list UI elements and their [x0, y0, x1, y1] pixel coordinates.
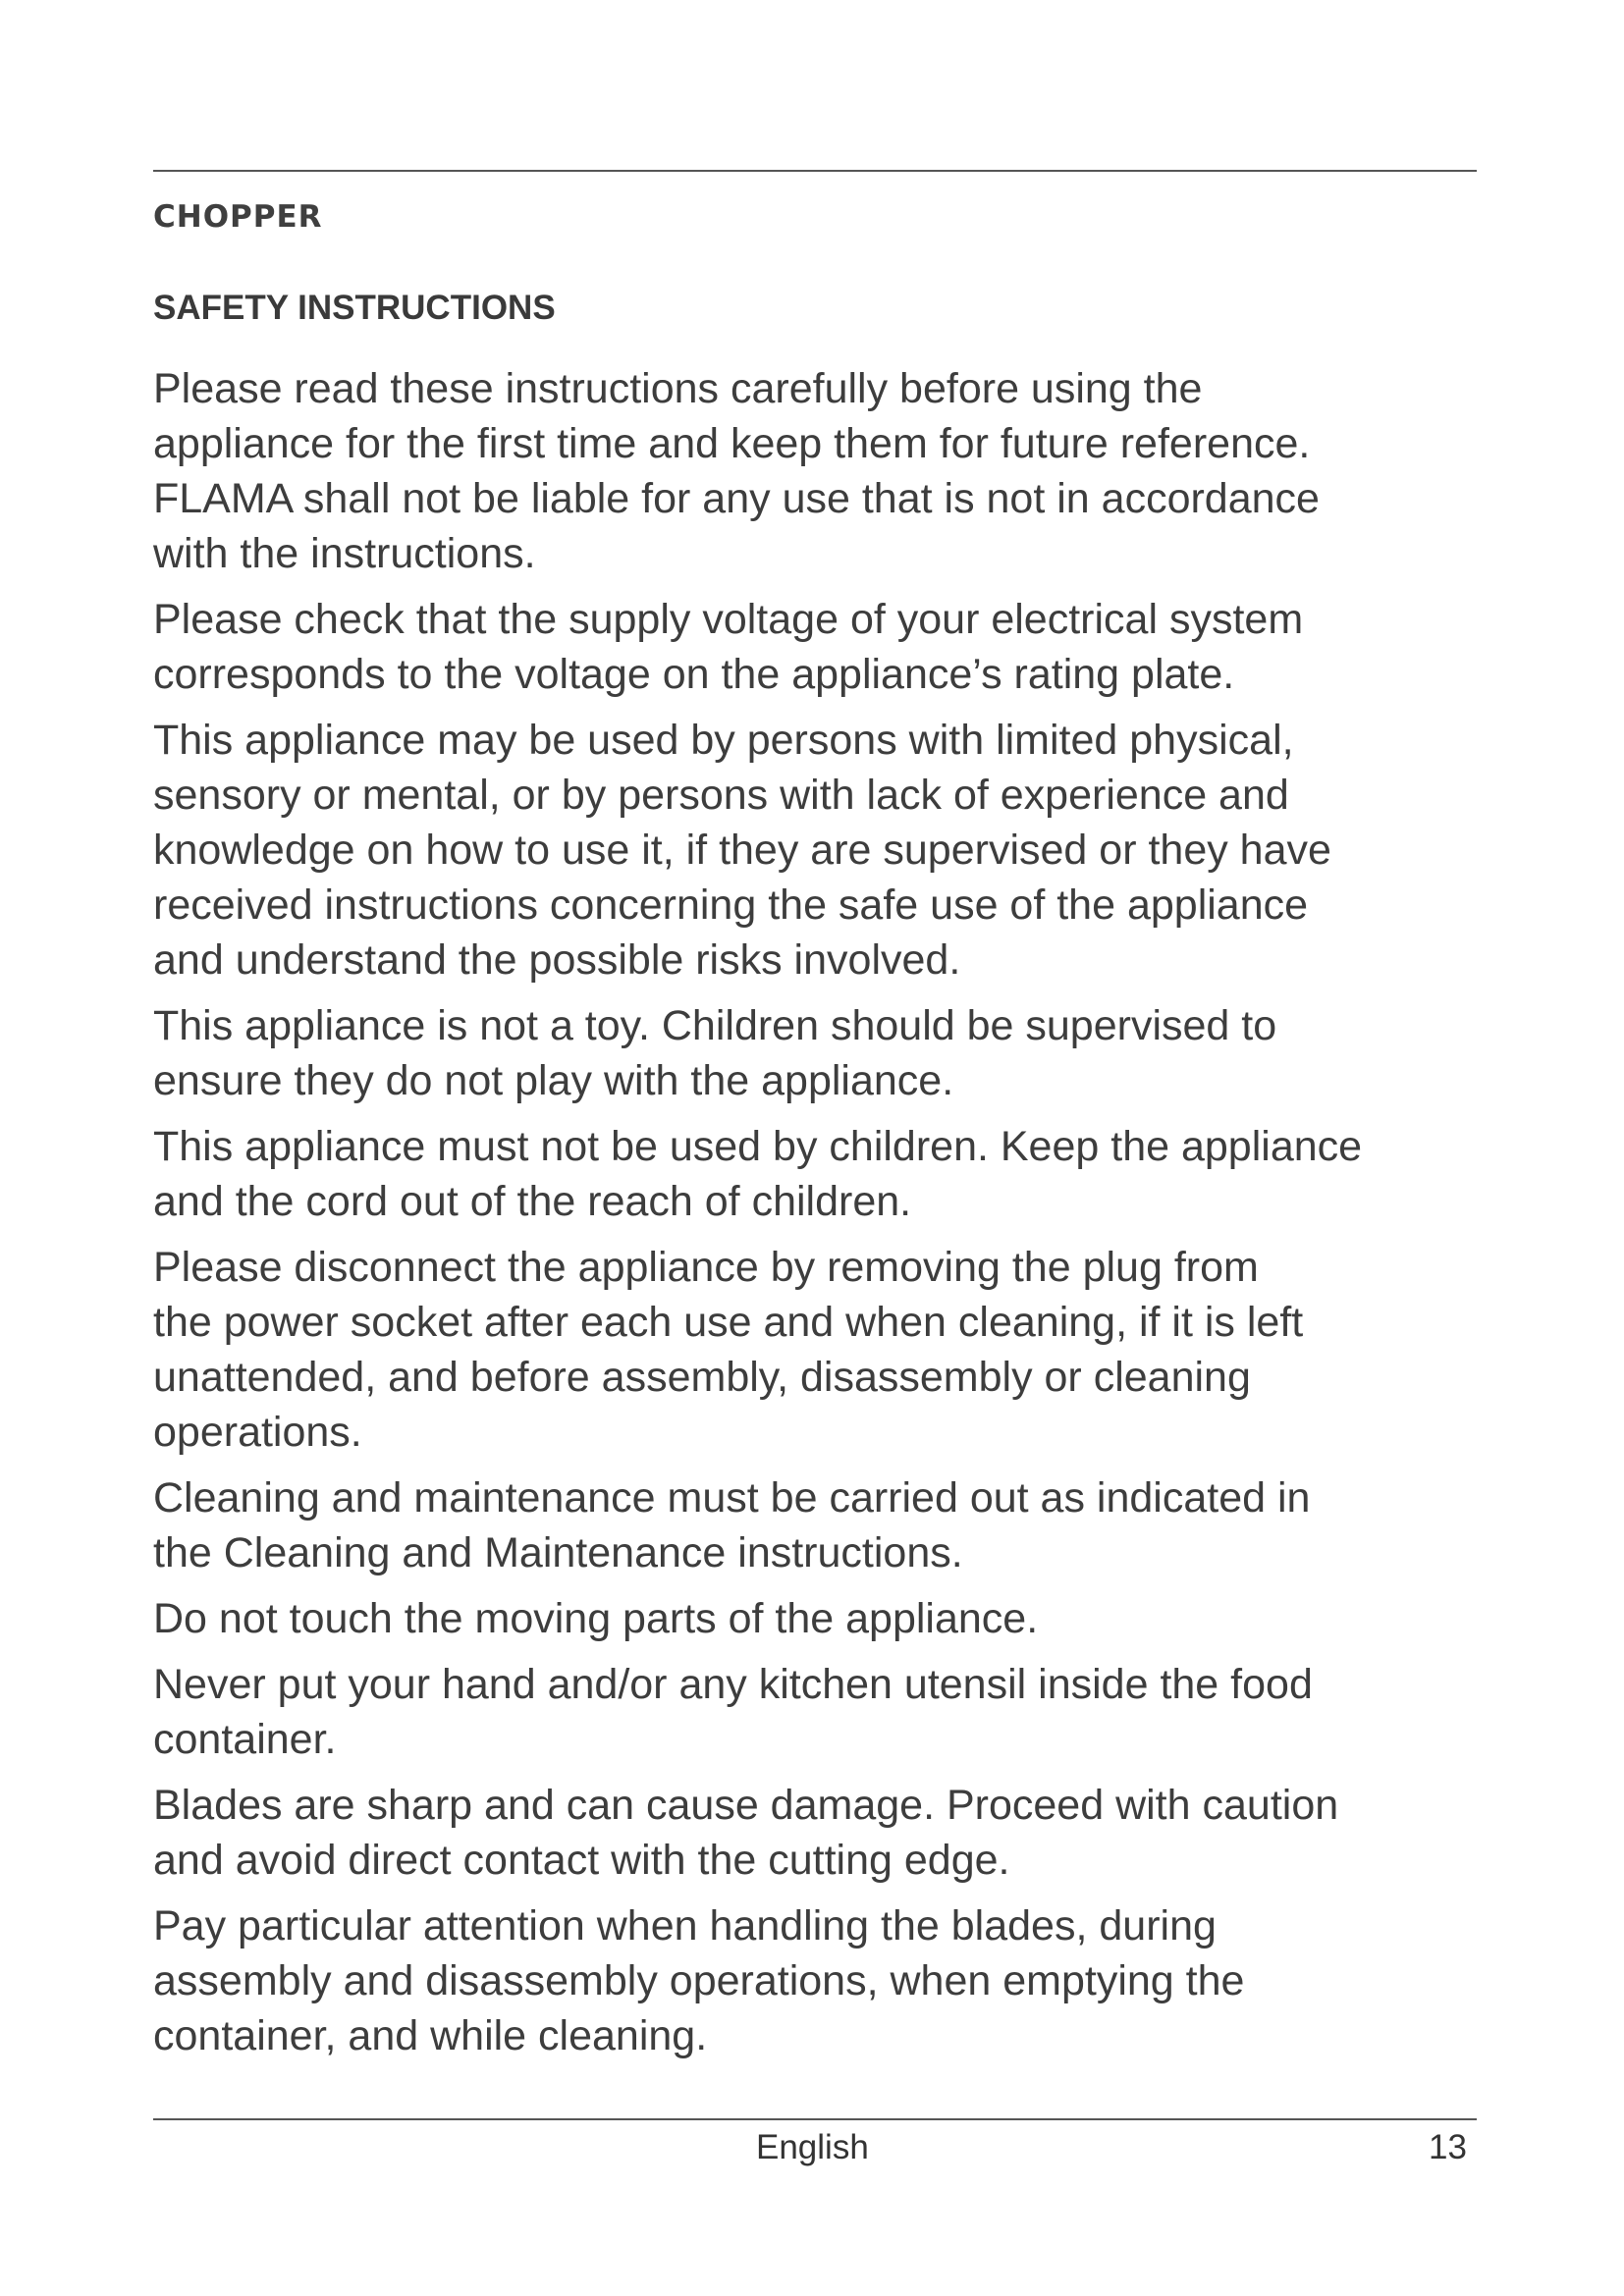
section-title: SAFETY INSTRUCTIONS: [153, 289, 556, 327]
product-title: CHOPPER: [153, 199, 323, 235]
paragraph-persons: This appliance may be used by persons with limited physical, sensory or mental, or by persons with lack of experience and knowledge on how to use it, if they are supervised or they have received instructions concerning the safe use of the appliance and understand the possible risks involved.: [153, 717, 1331, 984]
paragraph-blades-attention: Pay particular attention when handling the blades, during assembly and disassembly operations, when emptying the container, and while cleaning.: [153, 1902, 1245, 2059]
paragraph-not-a-toy: This appliance is not a toy. Children should be supervised to ensure they do not play with the appliance.: [153, 1002, 1277, 1104]
footer-divider: [153, 2118, 1477, 2120]
page-number: 13: [1429, 2128, 1467, 2166]
paragraph-disconnect: Please disconnect the appliance by removing the plug from the power socket after each use and when cleaning, if it is left unattended, and before assembly, disassembly or cleaning operations.: [153, 1244, 1304, 1456]
header-divider: [153, 170, 1477, 172]
paragraph-cleaning: Cleaning and maintenance must be carried out as indicated in the Cleaning and Maintenance instructions.: [153, 1474, 1311, 1576]
footer-language: English: [756, 2128, 869, 2166]
paragraph-blades-sharp: Blades are sharp and can cause damage. Proceed with caution and avoid direct contact with the cutting edge.: [153, 1782, 1339, 1884]
paragraph-voltage: Please check that the supply voltage of your electrical system corresponds to the voltage on the appliance’s rating plate.: [153, 596, 1304, 698]
instructions-body: [153, 361, 1518, 2074]
paragraph-read-instructions: Please read these instructions carefully before using the appliance for the first time and keep them for future reference. FLAMA shall not be liable for any use that is not in accordance with the instructions.: [153, 365, 1320, 577]
paragraph-moving-parts: Do not touch the moving parts of the appliance.: [153, 1595, 1039, 1642]
paragraph-hand-utensil: Never put your hand and/or any kitchen utensil inside the food container.: [153, 1661, 1313, 1763]
paragraph-children: This appliance must not be used by children. Keep the appliance and the cord out of the reach of children.: [153, 1123, 1363, 1225]
